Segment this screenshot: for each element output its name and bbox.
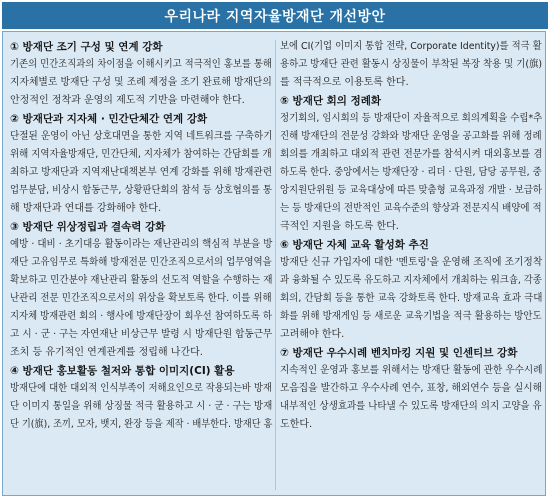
body-text-line: 모음집을 발간하고 우수사례 연수, 표창, 해외연수 등을 실시해: [280, 383, 543, 394]
section: [280, 38, 542, 92]
section-heading: ⑥ 방재단 자체 교육 활성화 추진: [280, 239, 429, 251]
content-panel: [2, 31, 546, 496]
body-text-line: 재단 고유임무로 특화해 방재전문 민간조직으로서의 업무영역을: [10, 257, 272, 268]
section: [10, 362, 272, 434]
section: [280, 92, 542, 236]
body-text-line: 방재단 신규 가입자에 대한 '멘토링'을 운영해 조직에 조기정착: [280, 257, 543, 268]
body-text-line: 예방 · 대비 · 초기대응 활동이라는 재난관리의 핵심적 부분을 방: [10, 239, 273, 250]
body-text-line: 지자체 방재관련 회의 · 행사에 방재단장이 회우선 참여하도록 하: [10, 311, 272, 322]
body-text-line: 업무분담, 비상시 합동근무, 상황판단회의 참석 등 상호협의를 통: [10, 185, 272, 196]
section: [10, 110, 272, 218]
column-divider: [275, 40, 276, 490]
section-heading: ③ 방재단 위상정립과 결속력 강화: [10, 221, 166, 233]
body-text-line: 화를 위해 방재게임 등 새로운 교육기법을 적극 활용하는 방안도: [280, 311, 542, 322]
body-text-line: 앙지원단위원 등 교육대상에 따른 맞춤형 교육과정 개발 · 보급하: [280, 185, 542, 196]
section: [280, 344, 542, 434]
body-text-line: 는 등 방재단의 전반적인 교육수준의 향상과 전문지식 배양에 적: [280, 203, 542, 214]
body-text-line: 고 시 · 군 · 구는 자연재난 비상근무 발령 시 방재단원 합동근무: [10, 329, 273, 340]
body-text-line: 단 이미지 통일을 위해 상징물 적극 활용하고 시 · 군 · 구는 방재: [10, 401, 273, 412]
section: [10, 38, 272, 110]
section: [10, 218, 272, 362]
body-text-line: 극적인 지원을 하도록 한다.: [280, 221, 399, 232]
body-text-line: 지자체별로 방재단 구성 및 조례 제정을 조기 완료해 방재단의: [10, 77, 272, 88]
body-text-line: 단절된 운영이 아닌 상호대면을 통한 지역 네트워크를 구축하기: [10, 131, 273, 142]
body-text-line: 진해 방재단의 전문성 강화와 방재단 운영을 공고화를 위해 정례: [280, 131, 542, 142]
section-heading: ② 방재단과 지자체 · 민간단체간 연계 강화: [10, 113, 208, 125]
body-text-line: 내부적인 상생효과를 나타낼 수 있도록 방재단의 의지 고양을 유: [280, 401, 542, 412]
body-text-line: 하도록 한다. 중앙에서는 방재단장 · 리더 · 단원, 담당 공무원, 중: [280, 167, 542, 178]
section-heading: ⑤ 방재단 회의 정례화: [280, 95, 382, 107]
page-title: 우리나라 지역자율방재단 개선방안: [2, 2, 548, 29]
body-text-line: 고려해야 한다.: [280, 329, 345, 340]
section-heading: ⑦ 방재단 우수시례 벤치마킹 지원 및 인센티브 강화: [280, 347, 518, 359]
body-text-line: 도한다.: [280, 419, 313, 430]
body-text-line: 해 방재단과 연대를 강화해야 한다.: [10, 203, 162, 214]
left-column: [10, 38, 272, 434]
body-text-line: 과 융화될 수 있도록 유도하고 지자체에서 개최하는 워크숍, 각종: [280, 275, 542, 286]
body-text-line: 확보하고 민간분야 재난관리 활동의 선도적 역할을 수행하는 재: [10, 275, 273, 286]
section-heading: ① 방재단 조기 구성 및 연계 강화: [10, 41, 163, 53]
body-text-line: 최하고 방재단과 지역재난대책본부 연계 강화를 위해 방재관련: [10, 167, 273, 178]
body-text-line: 위해 지역자율방재단, 민간단체, 지자체가 참여하는 간담회를 개: [10, 149, 272, 160]
body-text-line: 단 기(旗), 조끼, 모자, 뱃지, 완장 등을 제작 · 배부한다. 방재단 홍: [10, 419, 273, 430]
section: [280, 236, 542, 344]
body-text-line: 회의, 간담회 등을 통한 교육 강화토록 한다. 방재교육 효과 극대: [280, 293, 543, 304]
body-text-line: 회의를 개최하고 대외적 관련 전문가를 참석시켜 대외홍보를 겸: [280, 149, 543, 160]
body-text-line: 방재단에 대한 대외적 인식부족이 저해요인으로 작용되는바 방재: [10, 383, 272, 394]
body-text-line: 조치 등 유기적인 연계관계를 정립해 나간다.: [10, 347, 203, 358]
body-text-line: 정기회의, 임시회의 등 방재단이 자율적으로 회의계획을 수립*추: [280, 113, 543, 124]
body-text-line: 기존의 민간조직과의 차이점을 이해시키고 적극적인 홍보를 통해: [10, 59, 272, 70]
right-column: [280, 38, 542, 434]
body-text-line: 안정적인 정착과 운영의 제도적 기반을 마련해야 한다.: [10, 95, 245, 106]
section-heading: ④ 방재단 홍보활동 철저와 통합 이미지(CI) 활용: [10, 365, 235, 377]
body-text-line: 를 적극적으로 이용토록 한다.: [280, 77, 409, 88]
body-text-line: 난관리 전문 민간조직으로서의 위상을 확보토록 한다. 이를 위해: [10, 293, 272, 304]
body-text-line: 용하고 방재단 관련 활동시 상징물이 부착된 복장 착용 및 기(旗): [280, 59, 543, 70]
body-text-line: 보에 CI(기업 이미지 통합 전략, Corporate Identity)를 적극 활: [280, 41, 542, 52]
body-text-line: 지속적인 운영과 홍보를 위해서는 방재단 활동에 관한 우수시례: [280, 365, 543, 376]
